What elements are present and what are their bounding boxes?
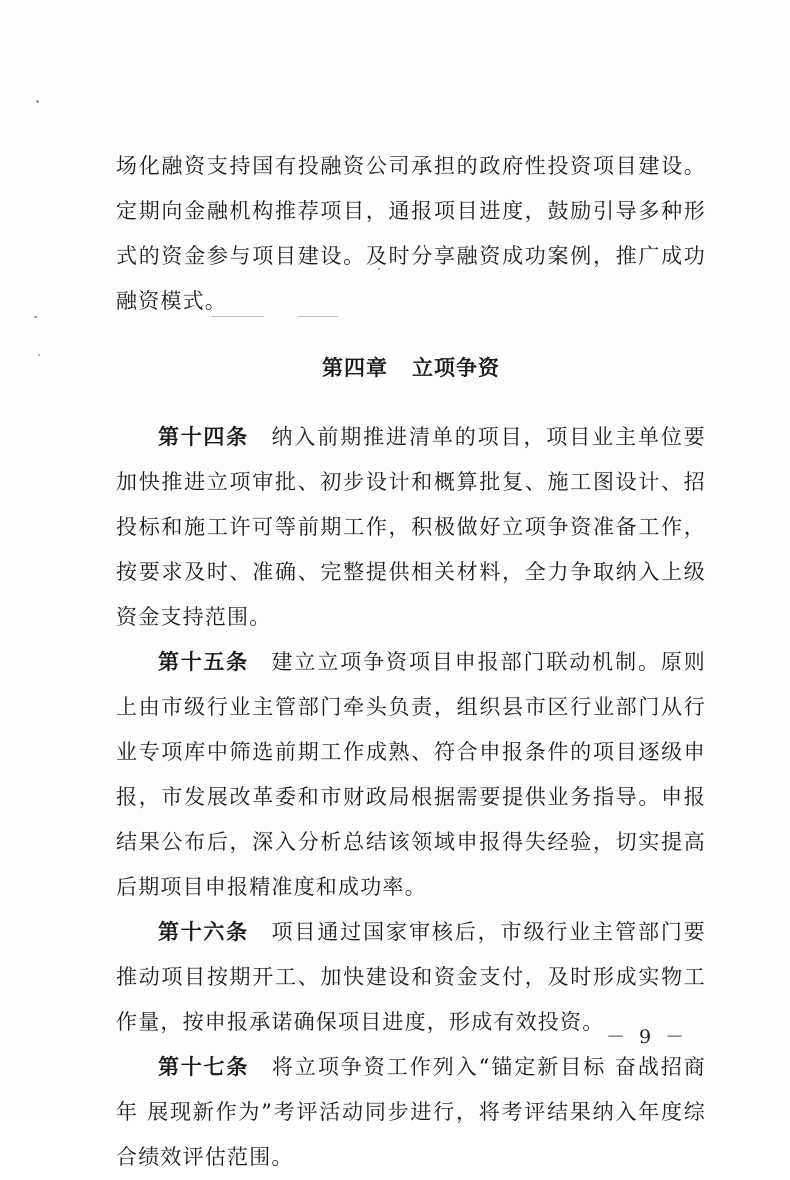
chapter-heading [116, 346, 706, 391]
scan-speck [36, 100, 39, 103]
article-heading: 第十四条 [158, 425, 249, 449]
article-text: 项目通过国家审核后，市级行业主管部门要推动项目按期开工、加快建设和资金支付，及时形成实物工作量，按申报承诺确保项目进度，形成有效投资。 [116, 920, 706, 1034]
page-number: － 9 － [606, 1026, 689, 1048]
article-heading: 第十五条 [158, 650, 249, 674]
chapter-number: 第四章 [322, 356, 388, 380]
chapter-title: 立项争资 [412, 356, 500, 380]
article-text: 建立立项争资项目申报部门联动机制。原则上由市级行业主管部门牵头负责，组织县市区行业部门从行业专项库中筛选前期工作成熟、符合申报条件的项目逐级申报，市发展改革委和市财政局根据需要提供业务指导。申报结果公布后，深入分析总结该领域申报得失经验，切实提高后期项目申报精准度和成功率。 [116, 650, 706, 899]
article-14 [116, 415, 706, 640]
scan-speck [34, 316, 37, 318]
article-heading: 第十六条 [158, 920, 249, 944]
article-17 [116, 1045, 706, 1180]
opening-paragraph: 场化融资支持国有投融资公司承担的政府性投资项目建设。定期向金融机构推荐项目，通报项目进度，鼓励引导多种形式的资金参与项目建设。及时分享融资成功案例，推广成功融资模式。 [116, 154, 706, 313]
article-15 [116, 640, 706, 910]
scan-speck [38, 354, 40, 356]
article-text: 纳入前期推进清单的项目，项目业主单位要加快推进立项审批、初步设计和概算批复、施工图设计、招投标和施工许可等前期工作，积极做好立项争资准备工作，按要求及时、准确、完整提供相关材料，全力争取纳入上级资金支持范围。 [116, 425, 706, 629]
article-text: 将立项争资工作列入“锚定新目标 奋战招商年 展现新作为”考评活动同步进行，将考评结果纳入年度综合绩效评估范围。 [116, 1055, 707, 1169]
article-heading: 第十七条 [158, 1055, 250, 1079]
